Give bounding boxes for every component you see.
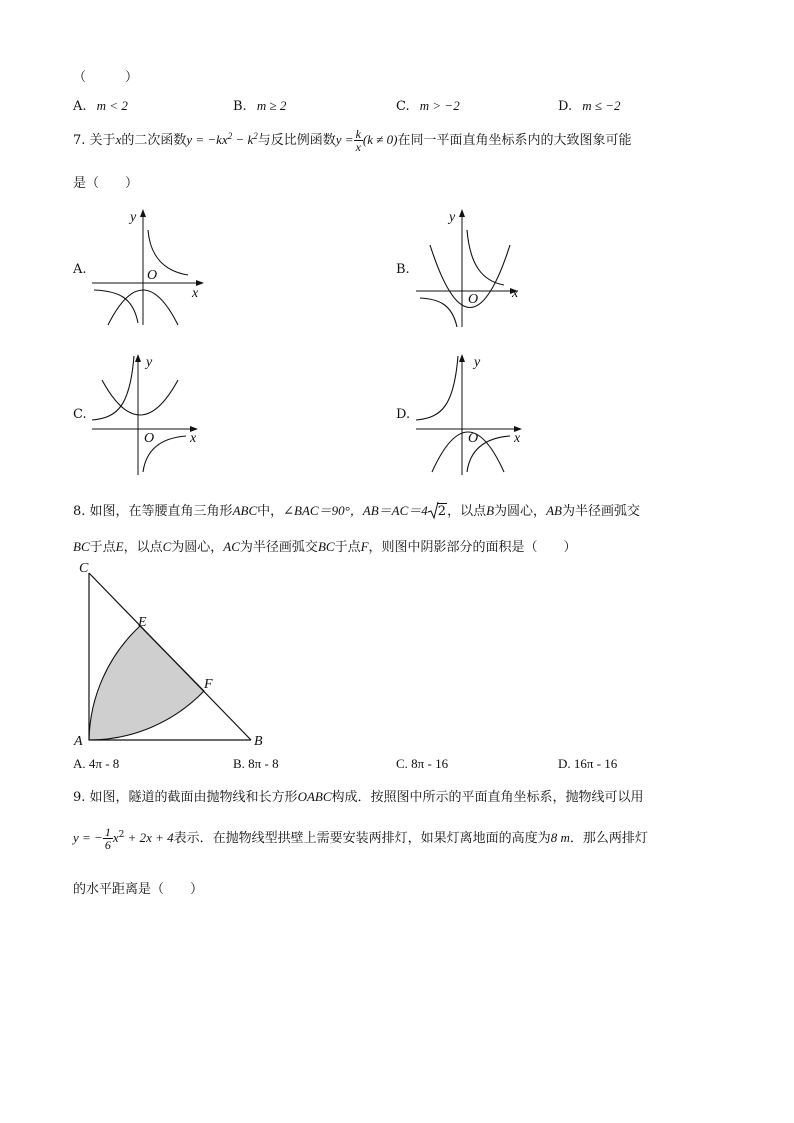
option-letter: C.: [396, 99, 410, 114]
option-letter: B.: [233, 99, 247, 114]
label-c: C: [79, 561, 89, 576]
y-arrow-icon: [459, 209, 465, 217]
y-arrow-icon: [135, 354, 141, 362]
q7-line1: [73, 128, 632, 153]
q6-option-b[interactable]: [233, 98, 286, 114]
q8-line1: [73, 500, 640, 519]
y-label: y: [130, 210, 137, 225]
q7-text: 在同一平面直角坐标系内的大致图象可能: [397, 133, 632, 148]
option-expr: 4π - 8: [88, 756, 120, 771]
q8-text: 于点: [89, 540, 116, 555]
option-expr: m ≥ 2: [256, 98, 287, 113]
q8-option-a[interactable]: [73, 756, 119, 772]
hyperbola-lower: [94, 290, 138, 323]
option-expr: 16π - 16: [573, 756, 618, 771]
q8-ab-ac: AB＝AC＝4: [362, 503, 428, 518]
origin-label: O: [147, 268, 158, 283]
y-label: y: [449, 210, 456, 225]
parabola: [102, 380, 178, 415]
origin-label: O: [144, 431, 155, 446]
q7-text: 与反比例函数: [257, 133, 336, 148]
q8-number: 8.: [73, 504, 86, 519]
q6-option-c[interactable]: [396, 98, 460, 114]
hyperbola-lower: [420, 298, 457, 327]
frac-num: k: [355, 127, 361, 141]
option-expr: m ≤ −2: [582, 98, 621, 113]
q8-pt-f: F: [360, 539, 369, 554]
q8-option-c[interactable]: [396, 756, 448, 772]
q7-sq: 2: [253, 131, 258, 141]
q8-text: 为半径画弧交: [239, 540, 318, 555]
q7-line2: 是（ ）: [73, 176, 139, 191]
sqrt-icon: [428, 504, 447, 519]
option-letter: C.: [396, 756, 408, 771]
graph-d: [412, 350, 542, 475]
origin-label: O: [468, 292, 479, 307]
origin-label: O: [468, 431, 479, 446]
q7-fraction: [354, 128, 363, 153]
radicand: 2: [437, 504, 447, 519]
q7-var-x: x: [115, 132, 122, 147]
q8-option-b[interactable]: [233, 756, 279, 772]
option-expr: m > −2: [419, 98, 460, 113]
q9-text: 表示．在抛物线型拱壁上需要安装两排灯，如果灯离地面的高度为: [173, 831, 551, 846]
q9-sq: 2: [118, 830, 125, 840]
q9-oabc: OABC: [297, 789, 332, 804]
q9-fraction: [103, 826, 113, 851]
q9-text: 如图，隧道的截面由抛物线和长方形: [89, 790, 298, 805]
graph-b: [412, 205, 542, 330]
label-a: A: [74, 734, 83, 749]
option-letter: A.: [73, 99, 87, 114]
x-label: x: [512, 286, 519, 301]
frac-den: 6: [104, 838, 111, 852]
q7-quadratic: [186, 132, 257, 147]
x-label: x: [190, 431, 197, 446]
q9-line2: [73, 826, 648, 851]
q8-text: 如图，在等腰直角三角形: [89, 504, 233, 519]
q9-number: 9.: [73, 790, 86, 805]
q9-height: 8 m: [550, 830, 570, 845]
y-arrow-icon: [140, 209, 146, 217]
q8-bc: BC: [73, 539, 90, 554]
graph-a: [88, 205, 218, 330]
q8-figure: [70, 560, 270, 750]
q8-option-d[interactable]: [558, 756, 617, 772]
q8-ac: AC: [223, 539, 240, 554]
q8-text: 中，: [257, 504, 284, 519]
q8-pt-c: C: [162, 539, 172, 554]
q9-rest: + 2x + 4: [124, 830, 174, 845]
q9-y-eq: y = −: [73, 830, 103, 845]
q8-pt-b: B: [486, 503, 495, 518]
frac-num: 1: [104, 825, 111, 839]
q7-text: 的二次函数: [121, 133, 187, 148]
graph-c: [88, 350, 218, 475]
q8-abc: ABC: [232, 503, 258, 518]
label-b: B: [254, 734, 263, 749]
q9-text: ．那么两排灯: [569, 831, 648, 846]
q6-option-d[interactable]: [558, 98, 621, 114]
graph-d-label[interactable]: D.: [396, 407, 411, 422]
frac-den: x: [355, 140, 361, 154]
q8-pt-e: E: [115, 539, 124, 554]
q9-text: 构成．按照图中所示的平面直角坐标系，抛物线可以用: [331, 790, 644, 805]
q7-func1: y = −kx: [186, 132, 228, 147]
q6-paren: （ ）: [73, 70, 139, 85]
graph-a-label[interactable]: A.: [73, 262, 87, 277]
option-letter: B.: [233, 756, 245, 771]
q8-bc2: BC: [317, 539, 335, 554]
q9-x: x: [112, 830, 119, 845]
graph-c-label[interactable]: C.: [73, 407, 87, 422]
option-letter: A.: [73, 756, 86, 771]
q8-text: ，以点: [447, 504, 487, 519]
q8-line2: [73, 536, 577, 555]
q8-angle: ∠BAC＝90°，: [283, 503, 363, 518]
q8-text: 为圆心，: [494, 504, 547, 519]
y-label: y: [474, 355, 481, 370]
option-letter: D.: [558, 756, 571, 771]
q8-text: ，以点: [123, 540, 163, 555]
q7-number: 7.: [73, 133, 86, 148]
q8-text: 于点: [334, 540, 361, 555]
q7-text: 关于: [89, 133, 116, 148]
q7-condition: (k ≠ 0): [362, 132, 398, 147]
q9-line3: 的水平距离是（ ）: [73, 882, 204, 897]
label-e: E: [138, 615, 147, 630]
option-expr: 8π - 16: [411, 756, 449, 771]
q8-text: 为半径画弧交: [561, 504, 640, 519]
option-expr: 8π - 8: [248, 756, 279, 771]
hyperbola-left: [416, 356, 458, 420]
q6-option-a[interactable]: [73, 98, 128, 114]
q8-text: ，则图中阴影部分的面积是（ ）: [368, 540, 577, 555]
option-letter: D.: [558, 99, 573, 114]
x-label: x: [192, 286, 199, 301]
y-arrow-icon: [459, 354, 465, 362]
q7-sq: 2: [227, 131, 233, 141]
q8-text: 为圆心，: [171, 540, 224, 555]
q8-ab: AB: [546, 503, 562, 518]
y-label: y: [146, 355, 153, 370]
x-label: x: [514, 431, 521, 446]
q9-line1: [73, 786, 644, 805]
shaded-region: [89, 626, 204, 740]
q7-func1-mid: − k: [232, 132, 254, 147]
label-f: F: [204, 677, 213, 692]
q7-func2: y =: [335, 132, 354, 147]
graph-b-label[interactable]: B.: [396, 262, 410, 277]
option-expr: m < 2: [96, 98, 128, 113]
hyperbola-left: [92, 356, 134, 420]
